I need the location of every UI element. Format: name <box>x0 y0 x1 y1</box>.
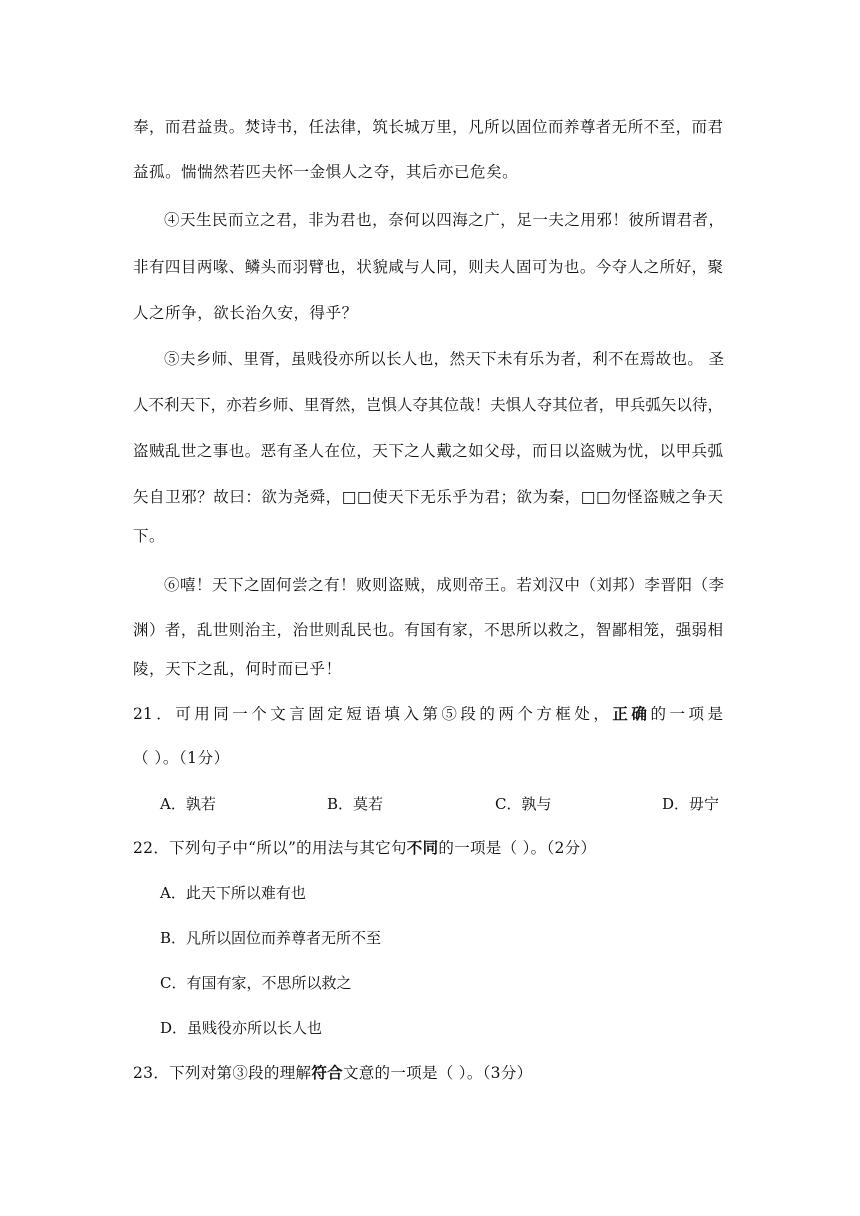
question-21-stem: 21．可用同一个文言固定短语填入第⑤段的两个方框处，正确的一项是 <box>133 705 723 723</box>
q22-option-c: C．有国有家，不思所以救之 <box>160 974 352 992</box>
passage-line: 下。 <box>133 527 166 545</box>
q22-option-b: B．凡所以固位而养尊者无所不至 <box>160 929 382 947</box>
q22-option-a: A．此天下所以难有也 <box>160 884 306 902</box>
passage-line: 陵，天下之乱，何时而已乎！ <box>133 660 342 678</box>
passage-line: 人不利天下，亦若乡师、里胥然，岂惧人夺其位哉！夫惧人夺其位者，甲兵弧矢以待， <box>133 396 723 414</box>
passage-line: 渊）者，乱世则治主，治世则乱民也。有国有家，不思所以救之，智鄙相笼，强弱相 <box>133 621 723 639</box>
question-21-answer-blank: （ ）。（1分） <box>133 749 230 767</box>
passage-line: ⑥嘻！天下之固何尝之有！败则盗贼，成则帝王。若刘汉中（刘邦）李晋阳（李 <box>164 576 724 594</box>
q21-option-c: C．孰与 <box>495 795 552 813</box>
passage-line: ⑤夫乡师、里胥，虽贱役亦所以长人也，然天下未有乐为者，利不在焉故也。 圣 <box>164 350 724 368</box>
passage-line: 矢自卫邪？故曰：欲为尧舜，□□使天下无乐乎为君；欲为秦，□□勿怪盗贼之争天 <box>133 488 723 506</box>
q21-option-b: B．莫若 <box>327 795 384 813</box>
passage-line: 益孤。惴惴然若匹夫怀一金惧人之夺，其后亦已危矣。 <box>133 163 519 181</box>
q22-option-d: D．虽贱役亦所以长人也 <box>160 1019 323 1037</box>
passage-line: 奉，而君益贵。焚诗书，任法律，筑长城万里，凡所以固位而养尊者无所不至，而君 <box>133 118 723 136</box>
question-23-stem: 23．下列对第③段的理解符合文意的一项是（ ）。（3分） <box>133 1064 533 1082</box>
passage-line: 非有四目两喙、鳞头而羽臂也，状貌咸与人同，则夫人固可为也。今夺人之所好，聚 <box>133 258 723 276</box>
question-22-stem: 22．下列句子中“所以”的用法与其它句不同的一项是（ ）。（2分） <box>133 839 597 857</box>
passage-line: 盗贼乱世之事也。恶有圣人在位，天下之人戴之如父母，而日以盗贼为忧，以甲兵弧 <box>133 442 723 460</box>
q21-option-d: D．毋宁 <box>662 795 720 813</box>
q21-option-a: A．孰若 <box>160 795 216 813</box>
passage-line: 人之所争，欲长治久安，得乎？ <box>133 304 358 322</box>
passage-line: ④天生民而立之君，非为君也，奈何以四海之广，足一夫之用邪！彼所谓君者， <box>164 211 724 229</box>
